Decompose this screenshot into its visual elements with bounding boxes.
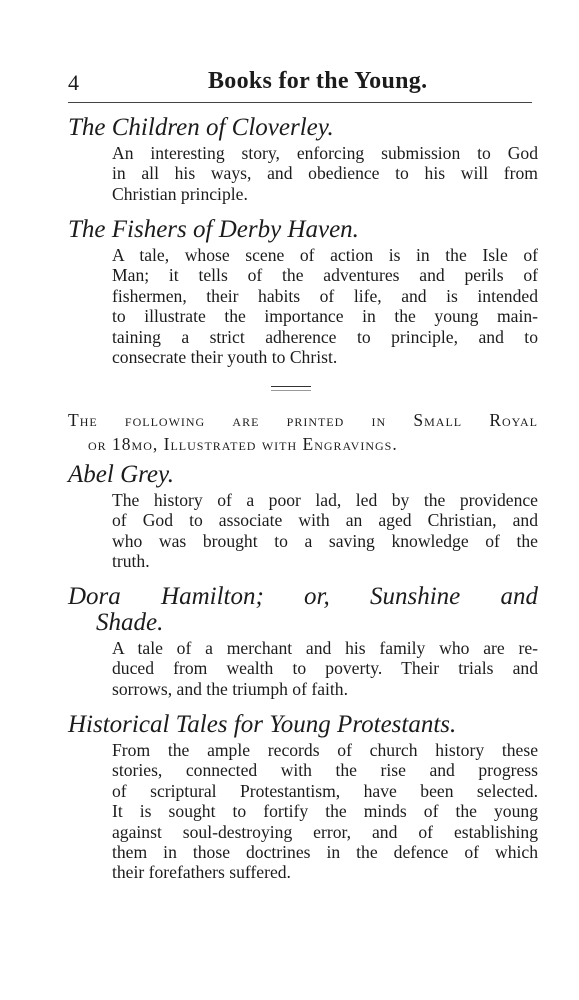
text-line: A tale of a merchant and his family who are re- — [112, 638, 538, 658]
entry-title: Historical Tales for Young Protestants. — [68, 711, 457, 738]
text-line: against soul-destroying error, and of establishing — [112, 821, 538, 842]
page-number: 4 — [68, 70, 79, 95]
entry-title-line: Shade. — [96, 609, 164, 636]
entry-abel-grey — [68, 462, 538, 572]
text-line: Man; it tells of the adventures and perils of — [112, 265, 538, 286]
text-line: in all his ways, and obedience to his will from — [112, 163, 538, 184]
text-line: The history of a poor lad, led by the providence — [112, 490, 538, 510]
text-line: fishermen, their habits of life, and is intended — [112, 285, 538, 306]
text-line: of scriptural Protestantism, have been selected. — [112, 780, 538, 801]
text-line: them in those doctrines in the defence of which — [112, 842, 538, 863]
section-heading-line: The following are printed in Small Royal — [68, 410, 538, 430]
entry-title: Abel Grey. — [68, 461, 174, 488]
text-line: An interesting story, enforcing submission to God — [112, 143, 538, 163]
text-line: Christian principle. — [112, 183, 248, 204]
running-title: Books for the Young. — [208, 68, 428, 94]
text-line: to illustrate the importance in the young main- — [112, 306, 538, 327]
section-heading — [68, 408, 538, 456]
ornamental-divider — [271, 386, 311, 391]
entry-dora-hamilton — [68, 584, 538, 699]
text-line: consecrate their youth to Christ. — [112, 347, 338, 368]
text-line: From the ample records of church history these — [112, 740, 538, 760]
section-heading-line: or 18mo, Illustrated with Engravings. — [88, 434, 398, 454]
entry-title: The Children of Cloverley. — [68, 114, 334, 141]
text-line: stories, connected with the rise and progress — [112, 760, 538, 781]
entry-description — [68, 638, 538, 699]
entry-title-line: Dora Hamilton; or, Sunshine and — [68, 583, 538, 610]
text-line: duced from wealth to poverty. Their trials and — [112, 658, 538, 679]
text-line: their forefathers suffered. — [112, 862, 291, 883]
entry-title: The Fishers of Derby Haven. — [68, 216, 359, 243]
text-line: A tale, whose scene of action is in the Isle of — [112, 245, 538, 265]
entry-description — [68, 143, 538, 204]
page-header — [68, 70, 532, 96]
entry-title — [68, 584, 538, 636]
text-line: It is sought to fortify the minds of the young — [112, 801, 538, 822]
entry-children-of-cloverley — [68, 115, 538, 204]
entry-description — [68, 245, 538, 367]
text-line: of God to associate with an aged Christian, and — [112, 510, 538, 531]
text-line: taining a strict adherence to principle, and to — [112, 326, 538, 347]
text-line: who was brought to a saving knowledge of the — [112, 530, 538, 551]
entry-historical-tales — [68, 712, 538, 883]
entry-description — [68, 490, 538, 572]
header-rule — [68, 102, 532, 103]
entry-description — [68, 740, 538, 883]
entry-fishers-of-derby-haven — [68, 217, 538, 367]
text-line: truth. — [112, 551, 150, 572]
text-line: sorrows, and the triumph of faith. — [112, 678, 349, 699]
